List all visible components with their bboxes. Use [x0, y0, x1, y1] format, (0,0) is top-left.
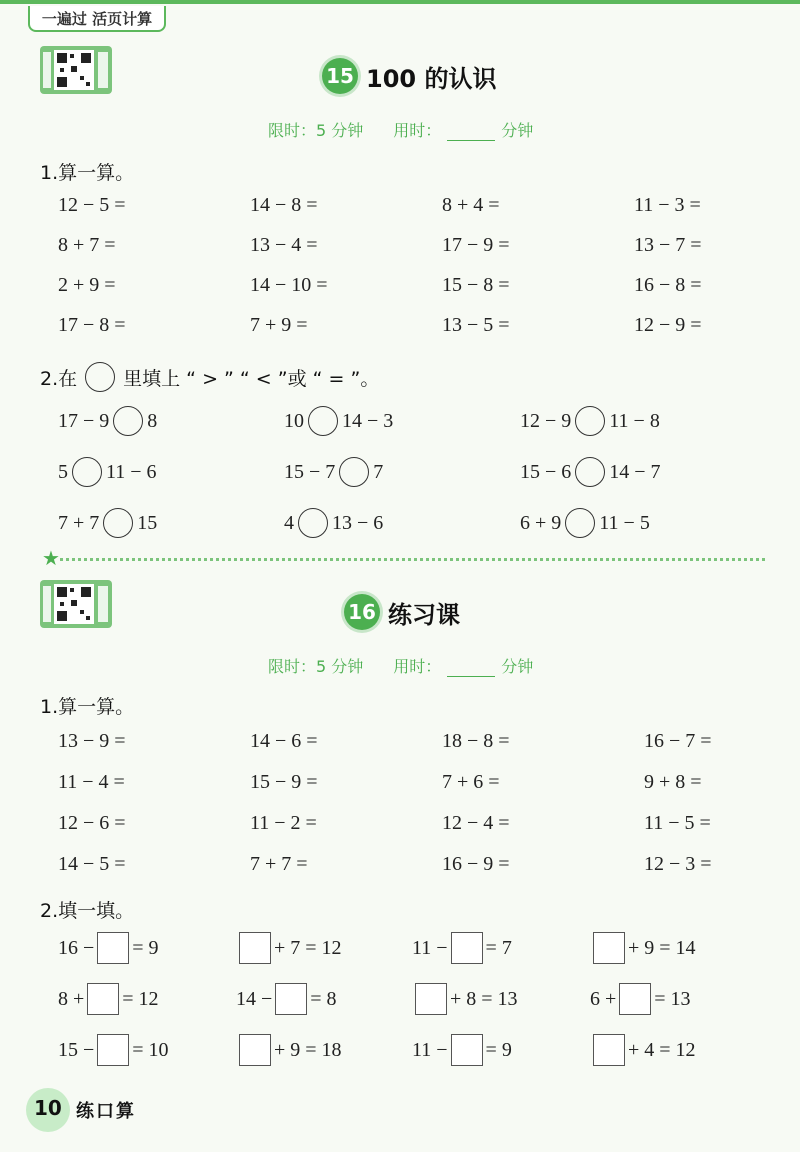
fill-post: = 12 [122, 987, 159, 1010]
answer-circle[interactable] [339, 457, 369, 487]
answer-circle[interactable] [575, 457, 605, 487]
lesson-title-16 [344, 594, 460, 630]
compare-item [284, 508, 383, 538]
compare-left: 5 [58, 460, 68, 483]
compare-right: 11 − 8 [609, 409, 660, 432]
star-icon: ★ [42, 546, 60, 570]
compare-right: 15 [137, 511, 158, 534]
time-limit: 限时：5 分钟 [268, 121, 364, 140]
calc-item: 11 − 4 = [58, 771, 125, 793]
fill-pre: 15 − [58, 1038, 95, 1061]
calc-item: 11 − 3 = [634, 194, 701, 216]
qr-code-icon[interactable] [40, 46, 112, 94]
fill-item [590, 932, 696, 964]
compare-left: 6 + 9 [520, 511, 562, 534]
timer-row [268, 118, 533, 141]
answer-box[interactable] [275, 983, 307, 1015]
calc-item: 9 + 8 = [644, 771, 702, 793]
answer-box[interactable] [87, 983, 119, 1015]
compare-item [58, 508, 157, 538]
answer-circle[interactable] [565, 508, 595, 538]
answer-circle[interactable] [113, 406, 143, 436]
fill-post: = 9 [485, 1038, 512, 1061]
fill-item [58, 1034, 169, 1066]
fill-post: + 9 = 14 [628, 936, 696, 959]
fill-pre: 16 − [58, 936, 95, 959]
calc-item: 7 + 6 = [442, 771, 500, 793]
compare-left: 15 − 7 [284, 460, 336, 483]
fill-item [58, 983, 159, 1015]
compare-item [58, 457, 157, 487]
compare-right: 11 − 6 [106, 460, 157, 483]
section-heading: 1.算一算。 [40, 162, 135, 184]
answer-box[interactable] [451, 932, 483, 964]
fill-post: + 7 = 12 [274, 936, 342, 959]
fill-item [236, 983, 337, 1015]
calc-item: 8 + 7 = [58, 234, 116, 256]
answer-box[interactable] [451, 1034, 483, 1066]
compare-item [520, 457, 661, 487]
compare-right: 8 [147, 409, 158, 432]
calc-item: 15 − 9 = [250, 771, 318, 793]
answer-circle[interactable] [575, 406, 605, 436]
compare-item [58, 406, 157, 436]
answer-box[interactable] [619, 983, 651, 1015]
lesson-number-badge: 16 [344, 594, 380, 630]
qr-code-icon[interactable] [40, 580, 112, 628]
calc-item: 15 − 8 = [442, 274, 510, 296]
fill-post: + 9 = 18 [274, 1038, 342, 1061]
answer-box[interactable] [97, 1034, 129, 1066]
compare-heading [40, 362, 379, 392]
answer-circle[interactable] [308, 406, 338, 436]
fill-pre: 8 + [58, 987, 85, 1010]
fill-item [590, 1034, 696, 1066]
compare-left: 12 − 9 [520, 409, 572, 432]
time-used-unit: 分钟 [501, 657, 534, 676]
lesson-title-text: 练习课 [388, 600, 460, 629]
time-used-blank[interactable] [447, 122, 495, 141]
fill-item [590, 983, 691, 1015]
calc-item: 13 − 4 = [250, 234, 318, 256]
calc-item: 16 − 9 = [442, 853, 510, 875]
calc-item: 13 − 5 = [442, 314, 510, 336]
answer-box[interactable] [415, 983, 447, 1015]
calc-item: 12 − 3 = [644, 853, 712, 875]
time-limit: 限时：5 分钟 [268, 657, 364, 676]
calc-item: 13 − 7 = [634, 234, 702, 256]
fill-pre: 11 − [412, 1038, 448, 1061]
calc-item: 17 − 9 = [442, 234, 510, 256]
calc-item: 17 − 8 = [58, 314, 126, 336]
compare-item [284, 457, 383, 487]
calc-item: 14 − 5 = [58, 853, 126, 875]
compare-right: 14 − 7 [609, 460, 661, 483]
answer-box[interactable] [239, 1034, 271, 1066]
calc-item: 11 − 2 = [250, 812, 317, 834]
compare-left: 17 − 9 [58, 409, 110, 432]
calc-item: 8 + 4 = [442, 194, 500, 216]
section-divider [60, 558, 765, 561]
calc-item: 7 + 7 = [250, 853, 308, 875]
compare-item [520, 508, 650, 538]
fill-item [58, 932, 159, 964]
calc-item: 2 + 9 = [58, 274, 116, 296]
timer-row [268, 654, 533, 677]
calc-item: 12 − 9 = [634, 314, 702, 336]
compare-left: 4 [284, 511, 294, 534]
heading-pre: 2.在 [40, 367, 78, 390]
answer-circle[interactable] [72, 457, 102, 487]
compare-item [520, 406, 660, 436]
compare-left: 10 [284, 409, 304, 432]
time-used-label: 用时： [393, 657, 442, 676]
book-title: 练口算 [76, 1101, 136, 1122]
header-tab: 一遍过 活页计算 [28, 6, 166, 32]
answer-box[interactable] [593, 1034, 625, 1066]
time-used-unit: 分钟 [501, 121, 534, 140]
fill-heading: 2.填一填。 [40, 900, 135, 922]
fill-post: = 7 [485, 936, 512, 959]
compare-right: 14 − 3 [342, 409, 394, 432]
fill-post: = 13 [654, 987, 691, 1010]
answer-box[interactable] [593, 932, 625, 964]
compare-right: 13 − 6 [332, 511, 384, 534]
compare-item [284, 406, 393, 436]
time-used-blank[interactable] [447, 658, 495, 677]
fill-item [412, 983, 518, 1015]
fill-pre: 6 + [590, 987, 617, 1010]
calc-item: 11 − 5 = [644, 812, 711, 834]
compare-right: 7 [373, 460, 384, 483]
heading-post: 里填上 “ > ” “ < ”或 “ = ”。 [123, 367, 380, 390]
compare-left: 15 − 6 [520, 460, 572, 483]
calc-item: 16 − 7 = [644, 730, 712, 752]
fill-item [412, 1034, 512, 1066]
calc-item: 12 − 6 = [58, 812, 126, 834]
lesson-number-badge: 15 [322, 58, 358, 94]
calc-item: 14 − 10 = [250, 274, 328, 296]
answer-circle[interactable] [298, 508, 328, 538]
calc-item: 14 − 8 = [250, 194, 318, 216]
fill-pre: 14 − [236, 987, 273, 1010]
fill-item [412, 932, 512, 964]
calc-item: 7 + 9 = [250, 314, 308, 336]
lesson-title-text: 100 的认识 [366, 64, 497, 93]
calc-item: 14 − 6 = [250, 730, 318, 752]
compare-right: 11 − 5 [599, 511, 650, 534]
fill-item [236, 932, 342, 964]
page-number: 10 [34, 1096, 62, 1120]
fill-post: = 8 [310, 987, 337, 1010]
calc-item: 13 − 9 = [58, 730, 126, 752]
calc-item: 16 − 8 = [634, 274, 702, 296]
time-used-label: 用时： [393, 121, 442, 140]
fill-pre: 11 − [412, 936, 448, 959]
lesson-title-15 [322, 58, 496, 94]
fill-post: = 9 [132, 936, 159, 959]
compare-left: 7 + 7 [58, 511, 100, 534]
calc-item: 18 − 8 = [442, 730, 510, 752]
calc-item: 12 − 5 = [58, 194, 126, 216]
answer-box[interactable] [239, 932, 271, 964]
fill-post: + 4 = 12 [628, 1038, 696, 1061]
top-accent-bar [0, 0, 800, 4]
fill-item [236, 1034, 342, 1066]
answer-circle[interactable] [103, 508, 133, 538]
fill-post: = 10 [132, 1038, 169, 1061]
section-heading: 1.算一算。 [40, 696, 135, 718]
circle-sample [85, 362, 115, 392]
calc-item: 12 − 4 = [442, 812, 510, 834]
fill-post: + 8 = 13 [450, 987, 518, 1010]
answer-box[interactable] [97, 932, 129, 964]
